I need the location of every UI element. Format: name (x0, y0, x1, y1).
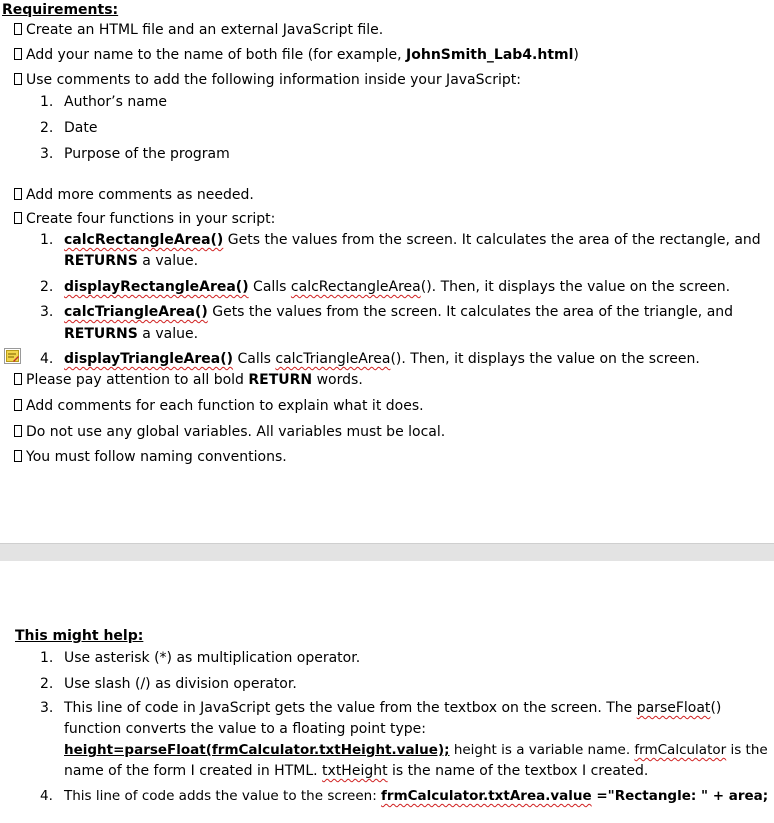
checkbox-bullet-icon (14, 48, 22, 60)
function-item: 4. displayTriangleArea() Calls calcTriangleArea(). Then, it displays the value on the screen. (40, 351, 700, 367)
bullet-item: Use comments to add the following information inside your JavaScript: (14, 71, 521, 89)
help-item-continued: name of the form I created in HTML. txtHeight is the name of the textbox I created. (64, 763, 649, 779)
bullet-item: Please pay attention to all bold RETURN words. (14, 371, 363, 389)
bullet-item: Add comments for each function to explain what it does. (14, 397, 424, 415)
note-marker-icon[interactable] (4, 348, 21, 364)
help-heading: This might help: (15, 628, 144, 644)
document-page-2 (0, 561, 774, 823)
function-item: 2. displayRectangleArea() Calls calcRectangleArea(). Then, it displays the value on the screen. (40, 279, 731, 295)
checkbox-bullet-icon (14, 399, 22, 411)
checkbox-bullet-icon (14, 188, 22, 200)
function-item: 3. calcTriangleArea() Gets the values from the screen. It calculates the area of the triangle, and (40, 304, 734, 320)
bullet-item: Add more comments as needed. (14, 186, 254, 204)
list-item: 1. Author’s name (40, 94, 168, 110)
checkbox-bullet-icon (14, 212, 22, 224)
checkbox-bullet-icon (14, 450, 22, 462)
checkbox-bullet-icon (14, 425, 22, 437)
help-item: 1. Use asterisk (*) as multiplication operator. (40, 650, 361, 666)
list-item: 3. Purpose of the program (40, 146, 230, 162)
help-item-continued: function converts the value to a floating point type: (64, 721, 427, 737)
function-item-continued: RETURNS a value. (64, 326, 199, 342)
help-item: 4. This line of code adds the value to the screen: frmCalculator.txtArea.value ="Rectangle: " + area; (40, 788, 769, 804)
help-item: 2. Use slash (/) as division operator. (40, 676, 297, 692)
help-item-continued: height=parseFloat(frmCalculator.txtHeight.value); height is a variable name. frmCalculator is the (64, 742, 768, 758)
bullet-item: Create four functions in your script: (14, 210, 275, 228)
function-item: 1. calcRectangleArea() Gets the values from the screen. It calculates the area of the rectangle, and (40, 232, 761, 248)
checkbox-bullet-icon (14, 73, 22, 85)
requirements-heading: Requirements: (2, 2, 119, 18)
function-item-continued: RETURNS a value. (64, 253, 199, 269)
checkbox-bullet-icon (14, 373, 22, 385)
page-break-gap (0, 543, 774, 562)
bullet-item: You must follow naming conventions. (14, 448, 287, 466)
help-item: 3. This line of code in JavaScript gets the value from the textbox on the screen. The parseFloat() (40, 700, 722, 716)
list-item: 2. Date (40, 120, 98, 136)
bullet-item: Create an HTML file and an external JavaScript file. (14, 21, 383, 39)
bullet-item: Do not use any global variables. All variables must be local. (14, 423, 445, 441)
checkbox-bullet-icon (14, 23, 22, 35)
bullet-item: Add your name to the name of both file (for example, JohnSmith_Lab4.html) (14, 46, 579, 64)
